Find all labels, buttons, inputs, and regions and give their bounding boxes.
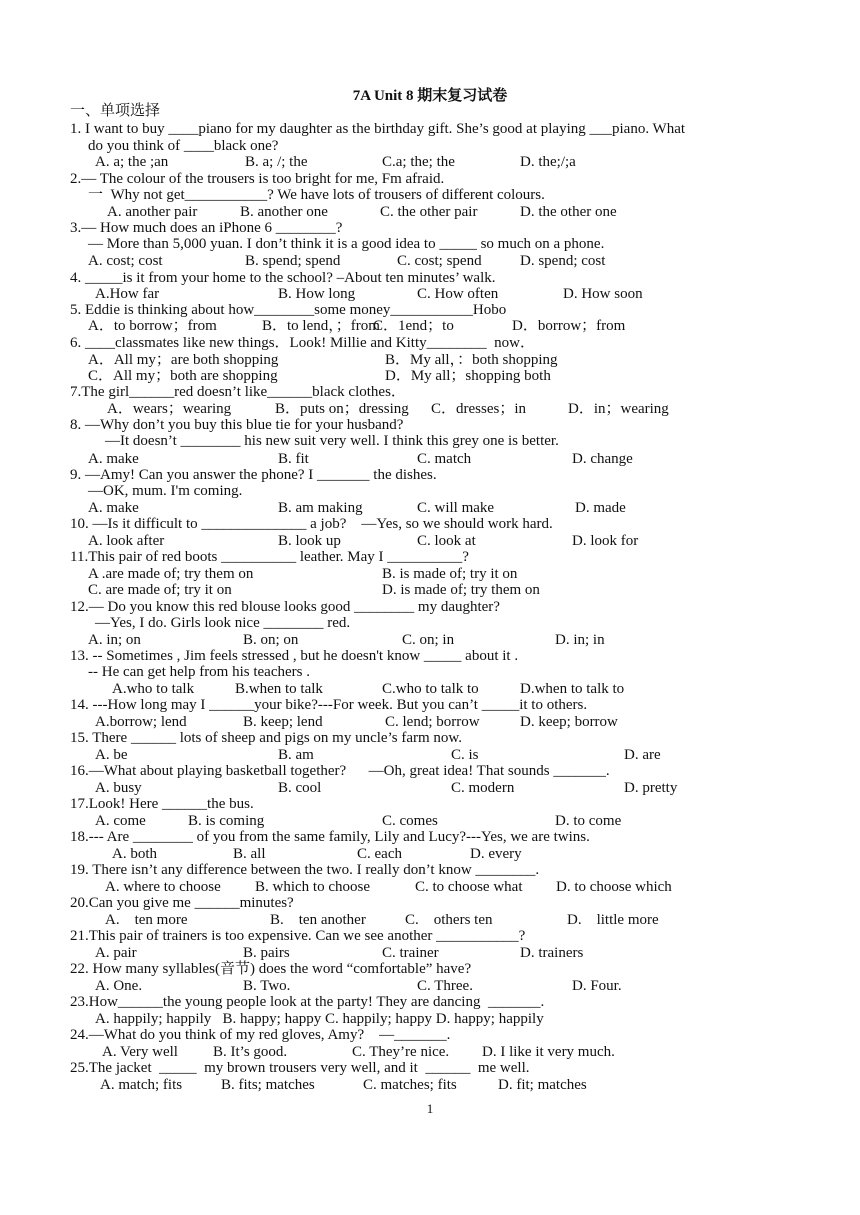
- answer-option: D. change: [572, 451, 633, 467]
- question-line: 13. -- Sometimes , Jim feels stressed , but he doesn't know _____ about it .: [70, 648, 519, 664]
- answer-option: D. look for: [572, 533, 639, 549]
- answer-option: B. cool: [278, 780, 322, 796]
- answer-option: A. another pair: [107, 204, 198, 220]
- answer-option: B．puts on；dressing: [275, 401, 409, 417]
- question-line: 10. —Is it difficult to ______________ a job? —Yes, so we should work hard.: [70, 516, 553, 532]
- answer-option: D. is made of; try them on: [382, 582, 540, 598]
- answer-option: D. the;/;a: [520, 154, 576, 170]
- question-line: -- He can get help from his teachers .: [88, 664, 310, 680]
- question-line: 25.The jacket _____ my brown trousers very well, and it ______ me well.: [70, 1060, 530, 1076]
- answer-option: B.when to talk: [235, 681, 323, 697]
- question-line: 17.Look! Here ______the bus.: [70, 796, 254, 812]
- answer-option: C. look at: [417, 533, 476, 549]
- question-line: —Yes, I do. Girls look nice ________ red.: [95, 615, 351, 631]
- answer-option: A. One.: [95, 978, 143, 994]
- question-line: 1. I want to buy ____piano for my daughter as the birthday gift. She’s good at playing ___piano. What: [70, 121, 686, 137]
- answer-option: B. am making: [278, 500, 363, 516]
- answer-option: B. am: [278, 747, 314, 763]
- question-line: 4. _____is it from your home to the school? –About ten minutes’ walk.: [70, 270, 496, 286]
- question-line: 21.This pair of trainers is too expensive. Can we see another ___________?: [70, 928, 526, 944]
- question-line: 2.— The colour of the trousers is too bright for me, Fm afraid.: [70, 171, 445, 187]
- answer-option: C. to choose what: [415, 879, 523, 895]
- answer-option: A. a; the ;an: [95, 154, 169, 170]
- answer-option: D．in；wearing: [568, 401, 669, 417]
- answer-option: D. to come: [555, 813, 622, 829]
- question-line: 15. There ______ lots of sheep and pigs on my uncle’s farm now.: [70, 730, 463, 746]
- answer-option: D. keep; borrow: [520, 714, 618, 730]
- question-line: 22. How many syllables(音节) does the word “comfortable” have?: [70, 961, 472, 977]
- question-line: do you think of ____black one?: [88, 138, 279, 154]
- answer-option: B. is coming: [188, 813, 265, 829]
- answer-option: B. How long: [278, 286, 356, 302]
- answer-option: B. all: [233, 846, 266, 862]
- question-line: 一 Why not get___________? We have lots of trousers of different colours.: [88, 187, 545, 203]
- question-line: 12.— Do you know this red blouse looks good ________ my daughter?: [70, 599, 500, 615]
- answer-option: C. each: [357, 846, 402, 862]
- answer-option: B. fits; matches: [221, 1077, 315, 1093]
- answer-option: A. make: [88, 451, 139, 467]
- answer-option: C．dresses；in: [431, 401, 526, 417]
- question-line: 20.Can you give me ______minutes?: [70, 895, 294, 911]
- answer-option: B. It’s good.: [213, 1044, 288, 1060]
- question-line: 16.—What about playing basketball together? —Oh, great idea! That sounds _______.: [70, 763, 610, 779]
- answer-option: B. spend; spend: [245, 253, 341, 269]
- answer-option: D. little more: [567, 912, 659, 928]
- answer-option: A. look after: [88, 533, 165, 549]
- answer-option: D. to choose which: [556, 879, 672, 895]
- answer-option: D. made: [575, 500, 626, 516]
- answer-option: A.borrow; lend: [95, 714, 187, 730]
- question-line: 19. There isn’t any difference between the two. I really don’t know ________.: [70, 862, 540, 878]
- answer-option: C. trainer: [382, 945, 439, 961]
- question-line: 8. —Why don’t you buy this blue tie for your husband?: [70, 417, 404, 433]
- answer-option: C. modern: [451, 780, 515, 796]
- answer-option: B. fit: [278, 451, 309, 467]
- document-title: 7A Unit 8 期末复习试卷: [352, 88, 508, 104]
- question-line: —It doesn’t ________ his new suit very well. I think this grey one is better.: [105, 433, 559, 449]
- answer-option: A. pair: [95, 945, 137, 961]
- question-line: 6. ____classmates like new things．Look! Millie and Kitty________ now．: [70, 335, 535, 351]
- answer-option: D. the other one: [520, 204, 617, 220]
- answer-option: C．All my；both are shopping: [88, 368, 278, 384]
- answer-option: B. keep; lend: [243, 714, 323, 730]
- answer-option: C. the other pair: [380, 204, 478, 220]
- answer-option: B. which to choose: [255, 879, 370, 895]
- answer-option: C. others ten: [405, 912, 493, 928]
- answer-option: D．borrow；from: [512, 318, 626, 334]
- answer-option: D．My all；shopping both: [385, 368, 551, 384]
- answer-option: A.who to talk: [112, 681, 195, 697]
- answer-option: A. make: [88, 500, 139, 516]
- answer-option: A .are made of; try them on: [88, 566, 254, 582]
- answer-option: C. on; in: [402, 632, 455, 648]
- answer-option: A.How far: [95, 286, 160, 302]
- answer-option: C. are made of; try it on: [88, 582, 232, 598]
- question-line: — More than 5,000 yuan. I don’t think it is a good idea to _____ so much on a phone.: [88, 236, 605, 252]
- answer-option: B．My all，：both shopping: [385, 352, 558, 368]
- question-line: 3.— How much does an iPhone 6 ________?: [70, 220, 343, 236]
- answer-option: D. in; in: [555, 632, 605, 648]
- answer-option: D. fit; matches: [498, 1077, 587, 1093]
- answer-option: B. a; /; the: [245, 154, 308, 170]
- answer-option: D. spend; cost: [520, 253, 606, 269]
- answer-option: D. Four.: [572, 978, 622, 994]
- answer-option: C. lend; borrow: [385, 714, 480, 730]
- answer-option: B. pairs: [243, 945, 290, 961]
- answer-option: D. pretty: [624, 780, 678, 796]
- answer-option: A. match; fits: [100, 1077, 183, 1093]
- answer-option: D. trainers: [520, 945, 584, 961]
- answer-option: C. is: [451, 747, 479, 763]
- answer-option: C.a; the; the: [382, 154, 455, 170]
- answer-option: B. ten another: [270, 912, 366, 928]
- answer-option: D. I like it very much.: [482, 1044, 615, 1060]
- answer-option: A. ten more: [105, 912, 188, 928]
- answer-option: A. where to choose: [105, 879, 221, 895]
- question-line: 5. Eddie is thinking about how________some money___________Hobo: [70, 302, 507, 318]
- question-line: 18.--- Are ________ of you from the same family, Lily and Lucy?---Yes, we are twins.: [70, 829, 590, 845]
- answer-option: B. is made of; try it on: [382, 566, 518, 582]
- answer-option: D. every: [470, 846, 522, 862]
- answer-option: C. How often: [417, 286, 499, 302]
- answer-option: C. match: [417, 451, 472, 467]
- answer-option: C. will make: [417, 500, 495, 516]
- question-line: 7.The girl______red doesn’t like______black clothes．: [70, 384, 406, 400]
- answer-option: C. They’re nice.: [352, 1044, 450, 1060]
- answer-option: A. both: [112, 846, 157, 862]
- answer-option: B. on; on: [243, 632, 299, 648]
- answer-option: A. be: [95, 747, 128, 763]
- question-line: 24.—What do you think of my red gloves, Amy? —_______.: [70, 1027, 451, 1043]
- answer-option: A．wears；wearing: [107, 401, 232, 417]
- section-heading: 一、单项选择: [70, 103, 161, 119]
- answer-option: C. cost; spend: [397, 253, 482, 269]
- answer-option: B．to lend，；from: [262, 318, 380, 334]
- answer-option: C. comes: [382, 813, 438, 829]
- answer-option: B. look up: [278, 533, 341, 549]
- answer-option: A. Very well: [102, 1044, 178, 1060]
- question-line: 14. ---How long may I ______your bike?---For week. But you can’t _____it to others.: [70, 697, 588, 713]
- answer-option: A. come: [95, 813, 146, 829]
- question-line: A. happily; happily B. happy; happy C. happily; happy D. happy; happily: [95, 1011, 544, 1027]
- answer-option: C.who to talk to: [382, 681, 479, 697]
- page-number: 1: [426, 1101, 434, 1116]
- answer-option: C. Three.: [417, 978, 473, 994]
- answer-option: C．1end；to: [373, 318, 454, 334]
- answer-option: C. matches; fits: [363, 1077, 457, 1093]
- question-line: 23.How______the young people look at the party! They are dancing _______.: [70, 994, 545, 1010]
- answer-option: D.when to talk to: [520, 681, 625, 697]
- answer-option: A. cost; cost: [88, 253, 163, 269]
- question-line: 9. —Amy! Can you answer the phone? I _______ the dishes.: [70, 467, 437, 483]
- answer-option: B. Two.: [243, 978, 291, 994]
- answer-option: A. in; on: [88, 632, 141, 648]
- question-line: 11.This pair of red boots __________ leather. May I __________?: [70, 549, 469, 565]
- answer-option: A. busy: [95, 780, 142, 796]
- answer-option: D. How soon: [563, 286, 643, 302]
- question-line: —OK, mum. I'm coming.: [88, 483, 243, 499]
- answer-option: D. are: [624, 747, 661, 763]
- answer-option: B. another one: [240, 204, 328, 220]
- answer-option: A．to borrow；from: [88, 318, 217, 334]
- answer-option: A．All my；are both shopping: [88, 352, 279, 368]
